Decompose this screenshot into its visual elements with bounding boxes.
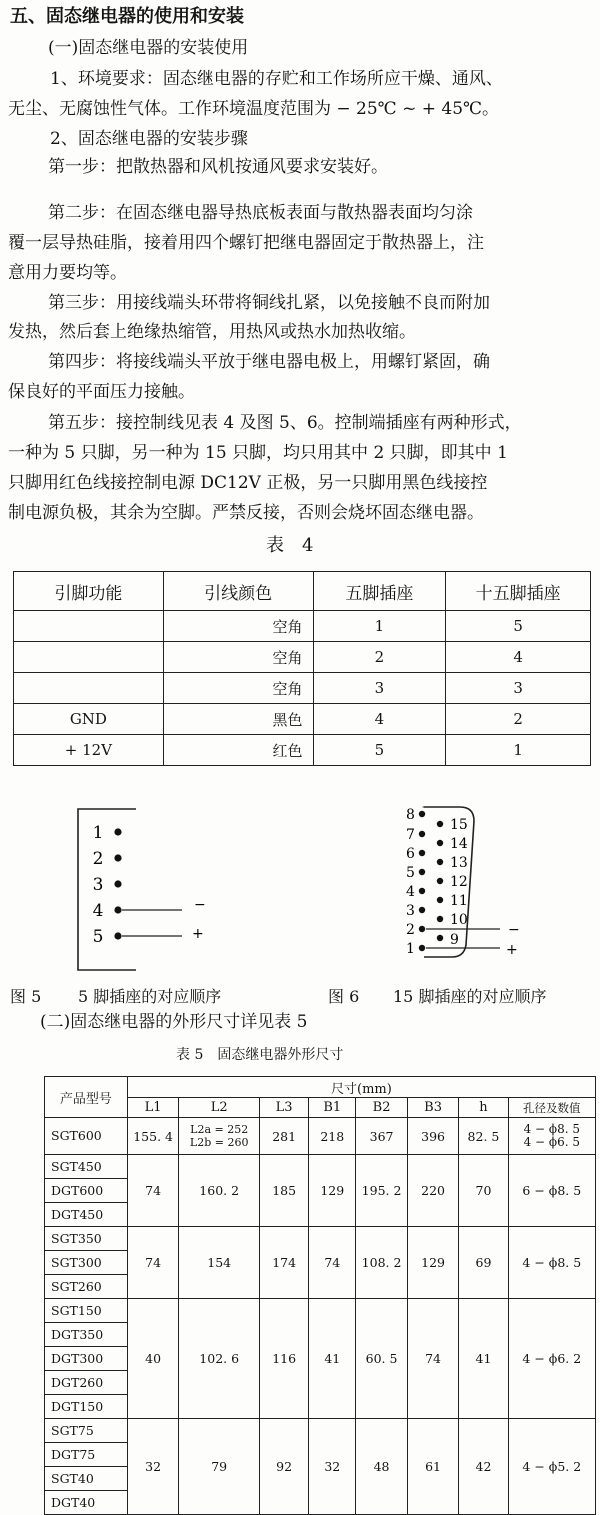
table-cell: 32: [309, 1419, 356, 1515]
table-cell: 1: [446, 735, 591, 766]
table-cell: [179, 1118, 260, 1155]
step-5-line-4: 制电源负极，其余为空脚。严禁反接，否则会烧坏固态继电器。: [8, 503, 484, 523]
model-name: SGT260: [51, 1279, 102, 1294]
step-2-line-3: 意用力要均等。: [8, 263, 127, 283]
model-name: DGT75: [45, 1443, 127, 1467]
table-cell: 60. 5: [356, 1299, 408, 1419]
header-h: h: [459, 1098, 508, 1118]
model-cell: [45, 1299, 128, 1419]
left-pin-labels: [406, 807, 415, 957]
pin-table: [13, 571, 591, 766]
table-cell: 108. 2: [356, 1227, 408, 1299]
step-5-line-1: 第五步：接控制线见表 4 及图 5、6。控制端插座有两种形式，: [48, 413, 522, 433]
table-cell: 3: [446, 673, 591, 704]
pin-label: 6: [406, 846, 415, 862]
section-title: 五、固态继电器的使用和安装: [10, 6, 244, 27]
model-name: SGT75: [45, 1419, 127, 1443]
model-name: DGT300: [45, 1347, 127, 1371]
table-cell: 61: [407, 1419, 459, 1515]
pin-label: 2: [406, 922, 415, 938]
plus-label: +: [506, 942, 518, 958]
header-pin-function: 引脚功能: [14, 572, 164, 611]
table-cell: 48: [356, 1419, 408, 1515]
hole-value: 4 − ϕ8. 5: [523, 1122, 580, 1136]
right-pin-labels: [450, 817, 468, 948]
table-cell: [14, 642, 164, 673]
header-fifteen-pin: 十五脚插座: [446, 572, 591, 611]
table-row: [45, 1299, 596, 1419]
header-b3: B3: [407, 1098, 459, 1118]
table-cell: 69: [459, 1227, 508, 1299]
model-name: DGT260: [45, 1371, 127, 1395]
pin-label: 13: [450, 855, 468, 871]
pin-label: 1: [406, 941, 415, 957]
pin-dot: [437, 916, 443, 922]
model-name: DGT40: [51, 1495, 96, 1510]
table-cell: 92: [260, 1419, 309, 1515]
table-cell: 218: [309, 1118, 356, 1155]
pin-dot: [419, 850, 425, 856]
pin-dot: [114, 932, 121, 939]
table-cell: 74: [127, 1227, 179, 1299]
table-row: [14, 735, 591, 766]
pin-dot: [437, 935, 443, 941]
table-cell: 367: [356, 1118, 408, 1155]
step-4-line-1: 第四步：将接线端头平放于继电器电极上，用螺钉紧固，确: [48, 352, 490, 372]
pin-label: 12: [450, 874, 468, 890]
header-wire-color: 引线颜色: [163, 572, 313, 611]
model-name: SGT450: [45, 1155, 127, 1179]
pin-label: 4: [406, 884, 415, 900]
table-cell: 4: [446, 642, 591, 673]
table-cell: 185: [260, 1155, 309, 1227]
pin-dot: [419, 926, 425, 932]
l2b-value: L2b = 260: [189, 1136, 249, 1149]
env-line-1: 1、环境要求：固态继电器的存贮和工作场所应干燥、通风、: [50, 69, 503, 89]
figure-5-caption: 5 脚插座的对应顺序: [78, 987, 222, 1006]
model-cell: [45, 1155, 128, 1227]
pin-dot: [114, 880, 121, 887]
table-cell: 4 − ϕ5. 2: [508, 1419, 595, 1515]
table-row: [45, 1419, 596, 1515]
table-row: [45, 1227, 596, 1299]
table-cell: 空角: [163, 642, 313, 673]
figure-5-number: 图 5: [10, 987, 42, 1006]
pin-dot: [114, 906, 121, 913]
connector-figures: [0, 795, 600, 980]
table-cell: 160. 2: [179, 1155, 260, 1227]
dimension-subheader-row: [45, 1098, 596, 1118]
step-1: 第一步：把散热器和风机按通风要求安装好。: [48, 157, 388, 177]
model-cell: [45, 1419, 128, 1515]
table-row: [14, 642, 591, 673]
model-cell: [45, 1227, 128, 1299]
step-3-line-2: 发热，然后套上绝缘热缩管，用热风或热水加热收缩。: [8, 322, 416, 342]
table-cell: 4 − ϕ6. 2: [508, 1299, 595, 1419]
pin-label: 7: [406, 827, 415, 843]
table-cell: 6 − ϕ8. 5: [508, 1155, 595, 1227]
pin-dot: [437, 821, 443, 827]
table-cell: 155. 4: [127, 1118, 179, 1155]
pin-label: 2: [92, 849, 104, 869]
table-cell: [14, 611, 164, 642]
model-name: SGT600: [51, 1128, 102, 1143]
table-cell: 红色: [163, 735, 313, 766]
pin-label: 5: [406, 865, 415, 881]
table-cell: 74: [127, 1155, 179, 1227]
header-b1: B1: [309, 1098, 356, 1118]
header-l3: L3: [260, 1098, 309, 1118]
table-row: [45, 1118, 596, 1155]
table-cell: 70: [459, 1155, 508, 1227]
table-cell: 空角: [163, 673, 313, 704]
table-cell: 32: [127, 1419, 179, 1515]
pin-label: 3: [406, 903, 415, 919]
step-5-line-2: 一种为 5 只脚，另一种为 15 只脚，均只用其中 2 只脚，即其中 1: [8, 443, 508, 463]
table-cell: 黑色: [163, 704, 313, 735]
pin-dot: [419, 869, 425, 875]
model-name: DGT150: [51, 1399, 104, 1414]
table-cell: 195. 2: [356, 1155, 408, 1227]
table-cell: 4: [313, 704, 446, 735]
pin-label: 3: [92, 875, 104, 895]
pin-dot: [114, 854, 121, 861]
table-cell: 5: [446, 611, 591, 642]
pin-label: 14: [450, 836, 468, 852]
pin-dot: [419, 831, 425, 837]
five-pin-labels: [93, 823, 104, 947]
dimension-header-row: [45, 1077, 596, 1098]
table-4-title: 表 4: [266, 535, 314, 556]
table-cell: 42: [459, 1419, 508, 1515]
table-cell: 40: [127, 1299, 179, 1419]
table-cell: 4 − ϕ8. 5: [508, 1227, 595, 1299]
pin-dot: [114, 828, 121, 835]
table-cell: 82. 5: [459, 1118, 508, 1155]
table-cell: 1: [313, 611, 446, 642]
pin-label: 5: [92, 927, 104, 947]
table-cell: 41: [459, 1299, 508, 1419]
table-cell: GND: [14, 704, 164, 735]
table-cell: 2: [313, 642, 446, 673]
table-cell: 79: [179, 1419, 260, 1515]
header-b2: B2: [356, 1098, 408, 1118]
pin-table-header-row: [14, 572, 591, 611]
step-2-line-2: 覆一层导热硅脂，接着用四个螺钉把继电器固定于散热器上，注: [8, 233, 484, 253]
table-cell: 116: [260, 1299, 309, 1419]
table-cell: 空角: [163, 611, 313, 642]
pin-label: 10: [450, 912, 468, 928]
five-pin-socket-diagram: [78, 809, 206, 970]
subsection-title-install: (一)固态继电器的安装使用: [48, 38, 249, 58]
figure-6-caption: 15 脚插座的对应顺序: [393, 987, 547, 1006]
header-model: 产品型号: [45, 1077, 128, 1118]
table-cell: 281: [260, 1118, 309, 1155]
pin-dot: [419, 907, 425, 913]
step-3-line-1: 第三步：用接线端头环带将铜线扎紧，以免接触不良而附加: [48, 293, 490, 313]
table-cell: 129: [407, 1227, 459, 1299]
steps-title: 2、固态继电器的安装步骤: [50, 129, 248, 149]
model-cell: [45, 1118, 128, 1155]
hole-value: 4 − ϕ6. 5: [523, 1135, 580, 1149]
step-4-line-2: 保良好的平面压力接触。: [8, 382, 195, 402]
model-name: DGT350: [45, 1323, 127, 1347]
pin-dot: [437, 897, 443, 903]
table-cell: 2: [446, 704, 591, 735]
l2a-value: L2a = 252: [190, 1123, 249, 1136]
table-row: [45, 1155, 596, 1227]
header-dimensions: 尺寸(mm): [127, 1077, 595, 1098]
table-cell: 174: [260, 1227, 309, 1299]
table-cell: + 12V: [14, 735, 164, 766]
subsection-title-dimensions: (二)固态继电器的外形尺寸详见表 5: [40, 1012, 308, 1032]
header-hole: 孔径及数值: [508, 1098, 595, 1118]
table-5-title: 表 5 固态继电器外形尺寸: [176, 1047, 344, 1063]
table-cell: 5: [313, 735, 446, 766]
table-cell: [508, 1118, 595, 1155]
env-line-2: 无尘、无腐蚀性气体。工作环境温度范围为 − 25℃ ~ + 45℃。: [8, 99, 500, 119]
pin-label: 8: [406, 807, 415, 823]
pin-dot: [437, 878, 443, 884]
pin-label: 1: [92, 823, 104, 843]
header-five-pin: 五脚插座: [313, 572, 446, 611]
pin-label: 11: [450, 893, 468, 909]
header-l1: L1: [127, 1098, 179, 1118]
table-cell: 220: [407, 1155, 459, 1227]
step-2-line-1: 第二步：在固态继电器导热底板表面与散热器表面均匀涂: [48, 203, 473, 223]
model-name: SGT40: [45, 1467, 127, 1491]
table-cell: 74: [309, 1227, 356, 1299]
plus-label: +: [192, 926, 204, 942]
minus-label: −: [508, 922, 520, 938]
pin-dot: [437, 859, 443, 865]
pin-label: 9: [450, 932, 459, 948]
model-name: DGT450: [51, 1207, 104, 1222]
model-name: SGT300: [45, 1251, 127, 1275]
pin-dot: [437, 840, 443, 846]
table-cell: 396: [407, 1118, 459, 1155]
table-cell: 3: [313, 673, 446, 704]
table-cell: 129: [309, 1155, 356, 1227]
dimension-table: [44, 1076, 596, 1515]
model-name: SGT350: [45, 1227, 127, 1251]
model-name: SGT150: [45, 1299, 127, 1323]
table-cell: 74: [407, 1299, 459, 1419]
table-row: [14, 611, 591, 642]
pin-dot: [419, 888, 425, 894]
fifteen-pin-socket-diagram: [406, 807, 520, 958]
table-cell: [14, 673, 164, 704]
model-name: DGT600: [45, 1179, 127, 1203]
table-cell: 154: [179, 1227, 260, 1299]
pin-label: 15: [450, 817, 468, 833]
figure-6-number: 图 6: [328, 987, 360, 1006]
table-row: [14, 704, 591, 735]
table-cell: 102. 6: [179, 1299, 260, 1419]
step-5-line-3: 只脚用红色线接控制电源 DC12V 正极，另一只脚用黑色线接控: [8, 473, 488, 493]
table-cell: 41: [309, 1299, 356, 1419]
table-row: [14, 673, 591, 704]
pin-dot: [419, 811, 425, 817]
pin-dot: [419, 945, 425, 951]
header-l2: L2: [179, 1098, 260, 1118]
pin-label: 4: [92, 901, 104, 921]
minus-label: −: [194, 897, 206, 913]
